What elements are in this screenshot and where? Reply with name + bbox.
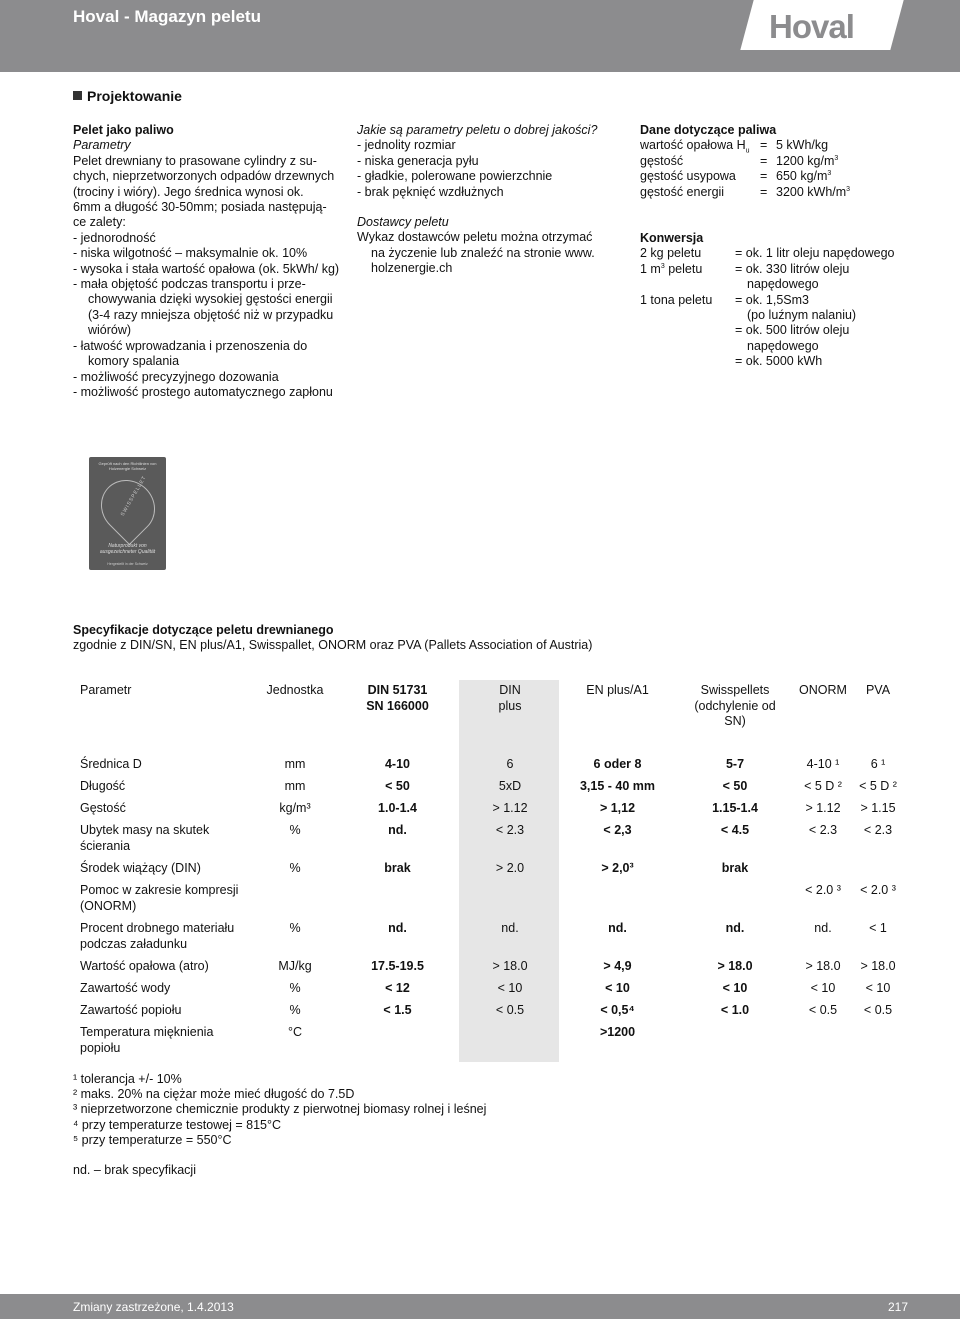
spec-heading xyxy=(73,623,592,654)
seal-ring-text: SWISSPELLET xyxy=(119,474,148,518)
col1-line: Pelet drewniany to prasowane cylindry z su- xyxy=(73,153,317,168)
table-cell: 6 xyxy=(506,757,514,771)
table-row xyxy=(75,823,905,861)
table-cell: 6 oder 8 xyxy=(593,757,642,771)
col1-bullet: - możliwość precyzyjnego dozowania xyxy=(73,369,279,384)
page-footer xyxy=(0,1294,960,1319)
conversion-cont: = ok. 500 litrów oleju xyxy=(735,323,850,338)
table-row xyxy=(75,861,905,883)
conversion-cont: = ok. 5000 kWh xyxy=(735,354,823,369)
column-pellet-fuel xyxy=(73,123,345,400)
table-cell: brak xyxy=(721,861,749,875)
table-cell: Procent drobnego materiału podczas załadunku xyxy=(80,921,235,951)
col2-suppliers-title: Dostawcy peletu xyxy=(357,215,449,230)
col2-title: Jakie są parametry peletu o dobrej jakości? xyxy=(357,123,598,137)
table-cell: < 10 xyxy=(722,981,748,995)
section-title: Projektowanie xyxy=(87,88,182,104)
table-cell: < 1 xyxy=(869,921,887,935)
table-header-cell: EN plus/A1 xyxy=(586,683,649,697)
table-cell: nd. xyxy=(388,921,407,935)
footnote: ¹ tolerancja +/- 10% xyxy=(73,1072,182,1086)
table-cell xyxy=(851,1025,905,1056)
table-cell: Gęstość xyxy=(80,801,126,815)
table-cell: < 5 D ² xyxy=(804,779,842,793)
table-cell: > 18.0 xyxy=(492,959,528,973)
table-header-row xyxy=(75,683,905,757)
table-cell: < 0.5 xyxy=(808,1003,838,1017)
table-cell xyxy=(851,861,905,883)
conversion-row: 1 tona peletu = ok. 1,5Sm3 xyxy=(640,292,809,307)
table-cell: mm xyxy=(284,757,306,771)
table-cell: < 10 xyxy=(497,981,523,995)
col2-suppliers-line: holzenergie.ch xyxy=(371,261,453,276)
col2-suppliers-line: Wykaz dostawców peletu można otrzymać xyxy=(357,230,593,245)
table-cell: 5-7 xyxy=(725,757,745,771)
table-cell: nd. xyxy=(814,921,832,935)
table-cell: 4-10 ¹ xyxy=(806,757,840,771)
fuel-row: gęstość = 1200 $kg/m^3$ xyxy=(640,153,839,168)
nd-note: nd. – brak specyfikacji xyxy=(73,1163,196,1178)
table-cell: > 4,9 xyxy=(603,959,632,973)
conversion-cont: (po luźnym nalaniu) xyxy=(747,308,857,323)
table-cell xyxy=(460,883,560,921)
table-cell: < 2.3 xyxy=(863,823,893,837)
table-cell: Temperatura mięknienia popiołu xyxy=(80,1025,214,1055)
table-cell xyxy=(795,1025,851,1056)
col1-line: ce zalety: xyxy=(73,215,126,230)
table-row xyxy=(75,981,905,1003)
table-row xyxy=(75,1025,905,1056)
seal-top-text: Geprüft nach den Richtlinien von Holzenergie Schweiz xyxy=(98,461,157,471)
table-cell xyxy=(460,1025,560,1056)
table-cell xyxy=(335,1025,460,1056)
hoval-logo xyxy=(757,0,887,50)
table-cell: % xyxy=(289,921,301,935)
table-row xyxy=(75,801,905,823)
table-cell: % xyxy=(289,981,301,995)
table-cell: < 50 xyxy=(385,779,410,793)
square-bullet-icon xyxy=(73,91,82,100)
footnote: ⁴ przy temperaturze testowej = 815°C xyxy=(73,1117,282,1132)
conversion-title: Konwersja xyxy=(640,231,704,246)
table-header-cell: Parametr xyxy=(80,683,132,697)
footnote: ⁵ przy temperaturze = 550°C xyxy=(73,1132,232,1147)
table-cell: °C xyxy=(287,1025,303,1039)
table-cell: Długość xyxy=(80,779,126,793)
table-cell: Ubytek masy na skutek ścierania xyxy=(80,823,210,853)
col1-line: chych, nieprzetworzonych odpadów drzewnych xyxy=(73,169,335,184)
conversion-cont: napędowego xyxy=(747,277,819,292)
table-cell xyxy=(560,883,675,921)
col1-bullet: - wysoka i stała wartość opałowa (ok. 5kWh/ kg) xyxy=(73,261,340,276)
seal-mid-text: Naturprodukt von ausgezeichneter Qualität xyxy=(99,543,156,555)
fuel-row: wartość opałowa $H_u$ = 5 kWh/kg xyxy=(640,138,829,155)
col2-suppliers-line: na życzenie lub znaleźć na stronie www. xyxy=(371,245,595,260)
table-cell: < 0,5⁴ xyxy=(600,1003,635,1017)
fuel-row: gęstość energii = 3200 kWh/$m^3$ xyxy=(640,184,851,199)
table-cell: < 10 xyxy=(605,981,630,995)
table-header-cell: Swisspellets (odchylenie od SN) xyxy=(694,683,776,729)
table-cell: >1200 xyxy=(599,1025,636,1039)
col1-subtitle: Parametry xyxy=(73,138,131,153)
page-header xyxy=(0,0,960,72)
table-cell: nd. xyxy=(388,823,407,837)
table-cell xyxy=(795,861,851,883)
table-cell: > 1.15 xyxy=(860,801,896,815)
col1-title: Pelet jako paliwo xyxy=(73,123,174,137)
table-cell: < 0.5 xyxy=(495,1003,525,1017)
table-cell: Środek wiążący (DIN) xyxy=(80,861,201,875)
table-cell: MJ/kg xyxy=(278,959,312,973)
table-cell: < 10 xyxy=(865,981,891,995)
conversion-row: 1 $m^3$ peletu = ok. 330 litrów oleju xyxy=(640,261,850,276)
col1-bullet: - jednorodność xyxy=(73,230,156,245)
table-row xyxy=(75,883,905,921)
col2-bullet: - jednolity rozmiar xyxy=(357,138,456,153)
spec-title: Specyfikacje dotyczące peletu drewnianego xyxy=(73,623,334,637)
footnote: ² maks. 20% na ciężar może mieć długość do 7.5D xyxy=(73,1087,355,1102)
table-cell: < 2.0 ³ xyxy=(805,883,841,897)
table-cell xyxy=(675,1025,795,1056)
table-cell: 1.15-1.4 xyxy=(712,801,758,815)
table-row xyxy=(75,779,905,801)
col2-bullet: - gładkie, polerowane powierzchnie xyxy=(357,169,553,184)
table-cell: % xyxy=(289,1003,301,1017)
table-cell: > 18.0 xyxy=(805,959,841,973)
swisspellet-seal-image xyxy=(89,457,166,570)
table-cell: > 18.0 xyxy=(717,959,753,973)
table-cell: > 1.12 xyxy=(805,801,841,815)
table-cell: < 2.3 xyxy=(808,823,838,837)
table-cell: 6 ¹ xyxy=(870,757,886,771)
col1-line: 6mm a długość 30-50mm; posiada następują- xyxy=(73,200,327,215)
table-cell: < 2,3 xyxy=(603,823,632,837)
table-row xyxy=(75,1003,905,1025)
table-cell: > 1.12 xyxy=(492,801,528,815)
table-cell: > 2,0³ xyxy=(601,861,634,875)
column-fuel-data xyxy=(640,123,920,370)
page-number: 217 xyxy=(887,1300,908,1314)
fuel-row: gęstość usypowa = 650 $kg/m^3$ xyxy=(640,169,832,184)
table-header-cell: PVA xyxy=(865,683,891,697)
col2-bullet: - brak pęknięć wzdłużnych xyxy=(357,184,504,199)
table-cell: Pomoc w zakresie kompresji (ONORM) xyxy=(80,883,239,913)
col1-bullet: - łatwość wprowadzania i przenoszenia do komory spalania xyxy=(73,338,308,369)
table-cell: mm xyxy=(284,779,306,793)
table-cell: > 18.0 xyxy=(860,959,896,973)
table-header-cell: DIN plus xyxy=(498,683,522,713)
column-quality xyxy=(357,123,622,277)
table-cell xyxy=(675,883,795,921)
table-cell: < 2.3 xyxy=(495,823,525,837)
table-row xyxy=(75,757,905,779)
table-cell: < 1.0 xyxy=(720,1003,750,1017)
table-cell: 4-10 xyxy=(384,757,411,771)
col1-bullet: - mała objętość podczas transportu i przechowywania dzięki wysokiej gęstości energii (3-4 razy mniejsza objętość niż w przypadku wiórów) xyxy=(73,277,334,338)
section-heading xyxy=(73,88,182,104)
table-cell: 5xD xyxy=(498,779,522,793)
conversion-row: 2 kg peletu = ok. 1 litr oleju napędowego xyxy=(640,246,895,261)
table-header-cell: Jednostka xyxy=(266,683,324,697)
table-cell: nd. xyxy=(725,921,745,935)
table-cell: Średnica D xyxy=(80,757,142,771)
table-cell: kg/m³ xyxy=(279,801,311,815)
table-header-cell: DIN 51731 SN 166000 xyxy=(366,683,429,713)
table-cell: 1.0-1.4 xyxy=(378,801,417,815)
spec-table xyxy=(75,683,905,1056)
table-cell: > 2.0 xyxy=(495,861,525,875)
table-cell: nd. xyxy=(501,921,519,935)
table-row xyxy=(75,921,905,959)
footnotes xyxy=(73,1072,486,1178)
table-cell: < 5 D ² xyxy=(859,779,897,793)
col1-line: (trociny i wióry). Jego średnica wynosi ok. xyxy=(73,184,304,199)
table-cell: < 4.5 xyxy=(720,823,750,837)
logo-text: Hoval xyxy=(769,8,854,45)
spec-subtitle: zgodnie z DIN/SN, EN plus/A1, Swisspallet, ONORM oraz PVA (Pallets Association of Austria) xyxy=(73,638,593,653)
col3-title: Dane dotyczące paliwa xyxy=(640,123,777,137)
table-cell: % xyxy=(289,823,301,837)
table-row xyxy=(75,959,905,981)
table-cell: Wartość opałowa (atro) xyxy=(80,959,209,973)
table-cell: < 12 xyxy=(385,981,410,995)
table-cell: Zawartość wody xyxy=(80,981,171,995)
table-cell: nd. xyxy=(608,921,627,935)
col2-bullet: - niska generacja pyłu xyxy=(357,153,479,168)
footer-note: Zmiany zastrzeżone, 1.4.2013 xyxy=(73,1300,234,1314)
seal-bottom-text: Hergestellt in der Schweiz xyxy=(107,562,148,566)
table-cell: < 1.5 xyxy=(383,1003,412,1017)
table-cell: < 10 xyxy=(810,981,836,995)
table-cell: brak xyxy=(384,861,411,875)
col1-bullet: - niska wilgotność – maksymalnie ok. 10% xyxy=(73,246,308,261)
table-cell: < 0.5 xyxy=(863,1003,893,1017)
col1-bullet: - możliwość prostego automatycznego zapłonu xyxy=(73,384,333,399)
table-cell xyxy=(255,883,335,921)
table-cell: 17.5-19.5 xyxy=(371,959,424,973)
table-cell: < 50 xyxy=(722,779,748,793)
table-cell: % xyxy=(289,861,301,875)
table-cell: 3,15 - 40 mm xyxy=(579,779,656,793)
table-cell: < 2.0 ³ xyxy=(860,883,896,897)
table-cell xyxy=(335,883,460,921)
table-header-cell: ONORM xyxy=(799,683,847,697)
table-cell: Zawartość popiołu xyxy=(80,1003,182,1017)
footnote: ³ nieprzetworzone chemicznie produkty z pierwotnej biomasy rolnej i leśnej xyxy=(73,1102,487,1117)
conversion-cont: napędowego xyxy=(747,338,819,353)
header-title: Hoval - Magazyn peletu xyxy=(73,7,261,26)
table-cell: > 1,12 xyxy=(599,801,636,815)
